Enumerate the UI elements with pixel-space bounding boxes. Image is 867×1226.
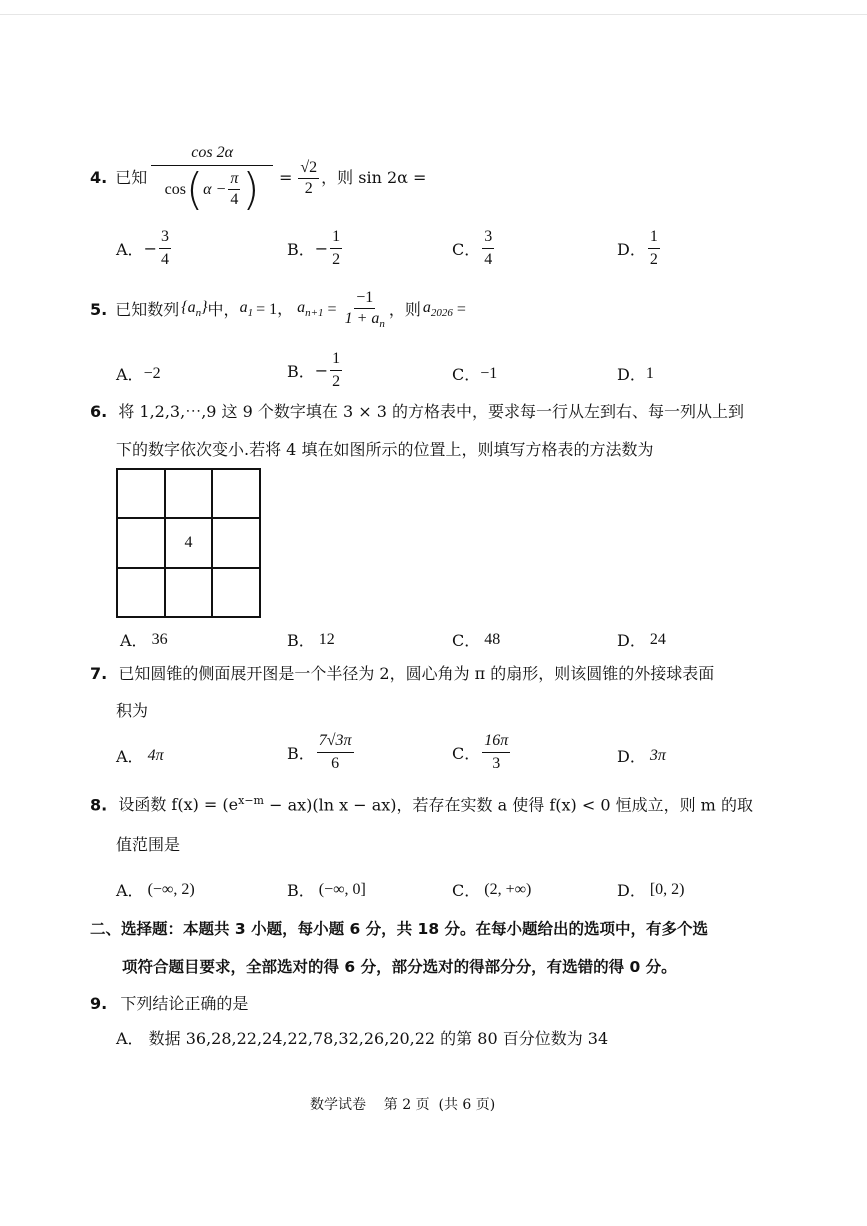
grid-cell bbox=[165, 469, 213, 518]
grid-cell bbox=[117, 469, 165, 518]
q4-number: 4. bbox=[90, 168, 108, 187]
q7-option-d[interactable]: D． 3π bbox=[617, 746, 666, 766]
q6-option-b[interactable]: B． 12 bbox=[287, 630, 335, 650]
q4-prefix: 已知 bbox=[115, 168, 148, 187]
grid-cell bbox=[165, 568, 213, 617]
q9-line: 9. 下列结论正确的是 bbox=[90, 994, 249, 1013]
q4-option-a[interactable]: A． − $\frac{3}{4}$ bbox=[116, 228, 169, 268]
section2-heading-line2: 项符合题目要求，全部选对的得 6 分，部分选对的得部分分，有选错的得 0 分。 bbox=[122, 958, 677, 976]
q4-cos: cos bbox=[164, 180, 186, 198]
q8-line1: 8. 设函数 $f(x) = (e^{x-m} - ax)(\ln$ x − ax)，若存在实数 a 使得 f(x) < 0 恒成立，则 m 的取 bbox=[90, 794, 753, 815]
grid-cell bbox=[117, 518, 165, 567]
q6-option-d[interactable]: D． 24 bbox=[617, 630, 666, 650]
q7-number: 7. bbox=[90, 664, 108, 683]
q4-rhs bbox=[298, 160, 319, 197]
grid-cell bbox=[212, 469, 260, 518]
grid-cell bbox=[212, 568, 260, 617]
top-border bbox=[0, 14, 867, 15]
q7-line2: 积为 bbox=[116, 701, 149, 720]
q4-option-c[interactable]: C． $\frac{3}{4}$ bbox=[452, 228, 493, 268]
q4-two: 2 bbox=[304, 179, 313, 197]
grid-cell-center: 4 bbox=[165, 518, 213, 567]
q8-line2: 值范围是 bbox=[116, 835, 181, 854]
q5-line: 5. 已知数列 $\{a_n\}$ 中， $a_1$ = 1， $a_{n+1}$ = $\frac{-1}{1 + a_n}$ ，则 $a_{2026}$ = bbox=[90, 288, 466, 331]
q9-number: 9. bbox=[90, 994, 108, 1013]
grid-cell bbox=[117, 568, 165, 617]
q5-option-d[interactable]: D． 1 bbox=[617, 364, 654, 384]
q5-option-b[interactable]: B． − $\frac{1}{2}$ bbox=[287, 350, 341, 390]
q6-line1: 6. 将 1,2,3,⋯,9 这 9 个数字填在 3 × 3 的方格表中，要求每一行从左到右、每一列从上到 bbox=[90, 402, 745, 421]
q4-fraction: cos 2α cos ( α − $\frac{\pi}{4}$ ) bbox=[151, 145, 273, 212]
q6-number: 6. bbox=[90, 402, 108, 421]
q7-option-a[interactable]: A． 4π bbox=[116, 746, 164, 766]
q8-option-d[interactable]: D． [0, 2) bbox=[617, 880, 685, 900]
q7-option-b[interactable]: B． $\frac{7√3\pi}{6}$ bbox=[287, 732, 352, 772]
q4-four: 4 bbox=[230, 191, 239, 208]
q8-number: 8. bbox=[90, 795, 108, 815]
q5-number: 5. bbox=[90, 300, 108, 319]
q4-option-d[interactable]: D． $\frac{1}{2}$ bbox=[617, 228, 658, 268]
q6-line2: 下的数字依次变小.若将 4 填在如图所示的位置上，则填写方格表的方法数为 bbox=[116, 440, 654, 459]
q6-grid bbox=[116, 468, 261, 618]
q4-equals: = bbox=[278, 168, 293, 187]
q4-alpha-minus: α − bbox=[203, 180, 227, 198]
section2-heading-line1: 二、选择题：本题共 3 小题，每小题 6 分，共 18 分。在每小题给出的选项中，有多个选 bbox=[90, 920, 709, 938]
q5-option-a[interactable]: A． −2 bbox=[116, 364, 161, 384]
q7-line1: 7. 已知圆锥的侧面展开图是一个半径为 2，圆心角为 π 的扇形，则该圆锥的外接球表面 bbox=[90, 664, 715, 683]
q5-option-c[interactable]: C． −1 bbox=[452, 364, 498, 384]
q8-option-b[interactable]: B． (−∞, 0] bbox=[287, 880, 366, 900]
q6-option-a[interactable]: A． 36 bbox=[120, 630, 168, 650]
q4-frac-num: cos 2α bbox=[151, 145, 273, 166]
q4-suffix: ，则 sin 2α = bbox=[321, 168, 427, 187]
q4-sqrt2: √2 bbox=[298, 160, 319, 179]
q8-option-a[interactable]: A． (−∞, 2) bbox=[116, 880, 195, 900]
q7-option-c[interactable]: C． $\frac{16\pi}{3}$ bbox=[452, 732, 509, 772]
q4-pi: π bbox=[228, 171, 240, 190]
q5-fraction: $\frac{-1}{1 + a_n}$ bbox=[344, 288, 385, 331]
q4-option-b[interactable]: B． − $\frac{1}{2}$ bbox=[287, 228, 341, 268]
page-footer: 数学试卷 第 2 页 (共 6 页) bbox=[310, 1097, 496, 1113]
q4-line bbox=[90, 138, 426, 218]
q6-option-c[interactable]: C． 48 bbox=[452, 630, 501, 650]
q9-option-a[interactable]: A． 数据 36,28,22,24,22,78,32,26,20,22 的第 80 百分位数为 34 bbox=[116, 1029, 609, 1048]
q8-option-c[interactable]: C． (2, +∞) bbox=[452, 880, 532, 900]
grid-cell bbox=[212, 518, 260, 567]
